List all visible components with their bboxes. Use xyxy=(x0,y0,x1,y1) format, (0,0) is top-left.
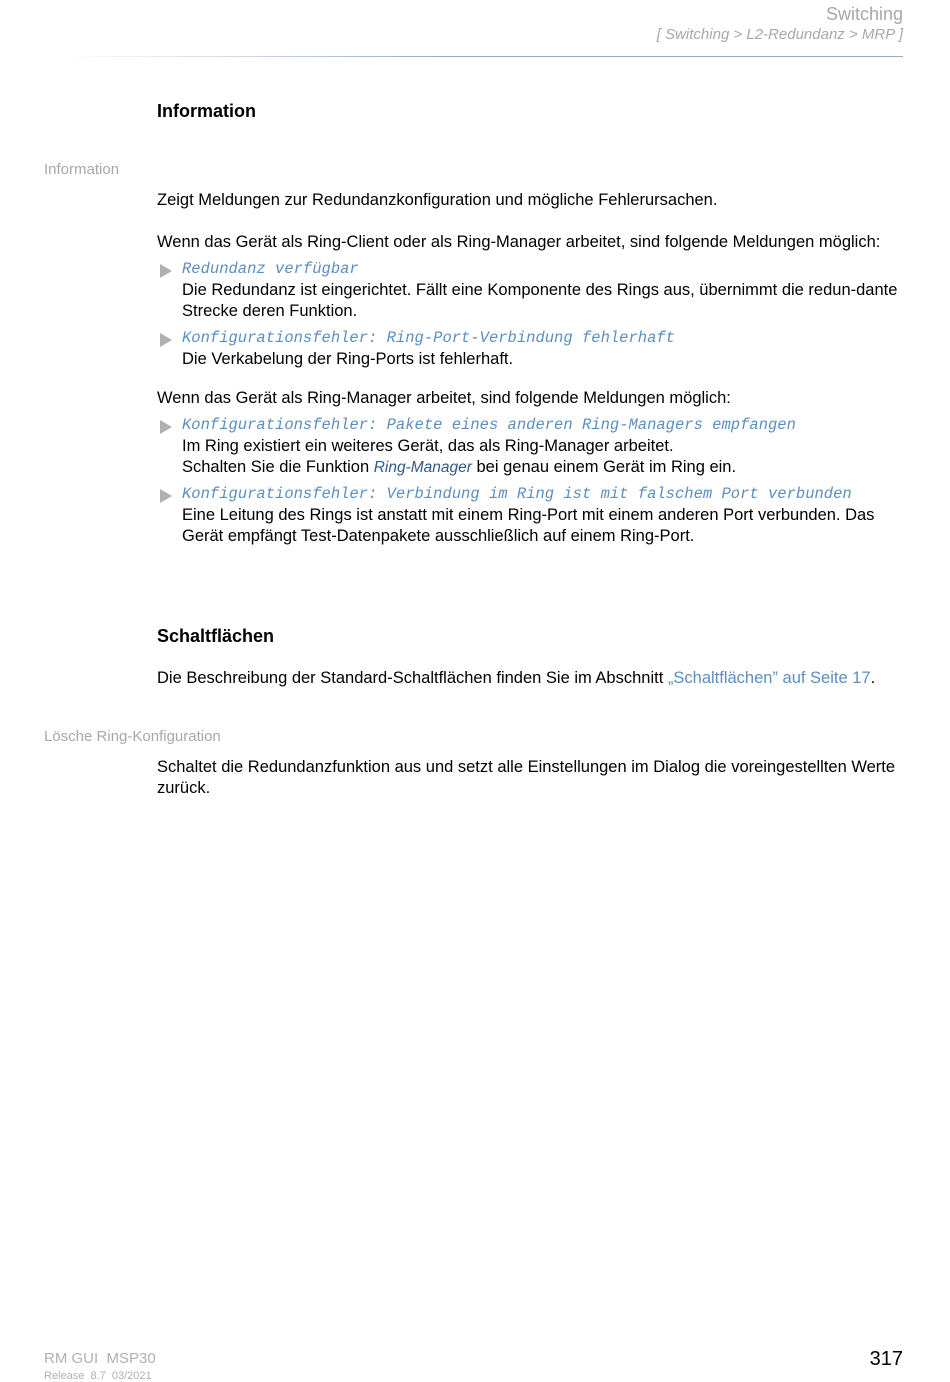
message-text: Die Redundanz ist eingerichtet. Fällt eine Komponente des Rings aus, übernimmt die redun-dante Strecke deren Funktion. xyxy=(182,281,898,320)
list-item xyxy=(157,484,907,547)
heading-schaltflaechen: Schaltflächen xyxy=(157,626,275,646)
text-fragment: Die Beschreibung der Standard-Schaltflächen finden Sie im Abschnitt xyxy=(157,669,668,687)
heading-information: Information xyxy=(157,101,256,121)
list-item xyxy=(157,328,907,370)
message-text: Im Ring existiert ein weiteres Gerät, das als Ring-Manager arbeitet. xyxy=(182,437,674,455)
text-fragment: Schalten Sie die Funktion xyxy=(182,458,374,476)
page-number: 317 xyxy=(869,1348,903,1370)
header-rule xyxy=(62,56,903,57)
ring-manager-link[interactable]: Ring-Manager xyxy=(373,459,472,476)
footer-release: Release 8.7 03/2021 xyxy=(44,1370,152,1382)
text-fragment: . xyxy=(870,669,876,687)
message-list-1 xyxy=(157,259,907,376)
message-code: Konfigurationsfehler: Pakete eines anderen Ring-Managers empfangen xyxy=(182,416,796,434)
message-list-2 xyxy=(157,415,907,553)
message-code: Konfigurationsfehler: Ring-Port-Verbindung fehlerhaft xyxy=(182,329,675,347)
footer-product: RM GUI MSP30 xyxy=(44,1350,156,1367)
info-lead-1: Wenn das Gerät als Ring-Client oder als Ring-Manager arbeitet, sind folgende Meldungen möglich: xyxy=(157,233,881,251)
message-text: Die Verkabelung der Ring-Ports ist fehlerhaft. xyxy=(182,350,514,368)
triangle-bullet-icon xyxy=(160,333,172,347)
message-text-2 xyxy=(182,457,907,478)
text-fragment: bei genau einem Gerät im Ring ein. xyxy=(471,458,737,476)
list-item xyxy=(157,415,907,478)
triangle-bullet-icon xyxy=(160,264,172,278)
triangle-bullet-icon xyxy=(160,489,172,503)
message-text: Eine Leitung des Rings ist anstatt mit einem Ring-Port mit einem anderen Port verbunden. Das Gerät empfängt Test-Datenpakete ausschließlich auf einem Ring-Port. xyxy=(182,506,875,545)
list-item xyxy=(157,259,907,322)
schaltflaechen-page-link[interactable]: „Schaltflächen” auf Seite 17 xyxy=(667,669,871,687)
triangle-bullet-icon xyxy=(160,420,172,434)
message-code: Konfigurationsfehler: Verbindung im Ring ist mit falschem Port verbunden xyxy=(182,485,852,503)
loesche-ring-konfiguration-desc: Schaltet die Redundanzfunktion aus und setzt alle Einstellungen im Dialog die voreingestellten Werte zurück. xyxy=(157,758,896,797)
info-lead-2: Wenn das Gerät als Ring-Manager arbeitet, sind folgende Meldungen möglich: xyxy=(157,389,731,407)
side-label-information: Information xyxy=(44,161,120,178)
info-intro: Zeigt Meldungen zur Redundanzkonfiguration und mögliche Fehlerursachen. xyxy=(157,191,718,209)
running-header-title: Switching xyxy=(825,4,903,24)
side-label-loesche-ring-konfiguration: Lösche Ring-Konfiguration xyxy=(44,728,221,745)
message-code: Redundanz verfügbar xyxy=(182,260,359,278)
running-header-breadcrumb: [ Switching > L2-Redundanz > MRP ] xyxy=(656,26,903,43)
buttons-intro xyxy=(157,668,917,689)
